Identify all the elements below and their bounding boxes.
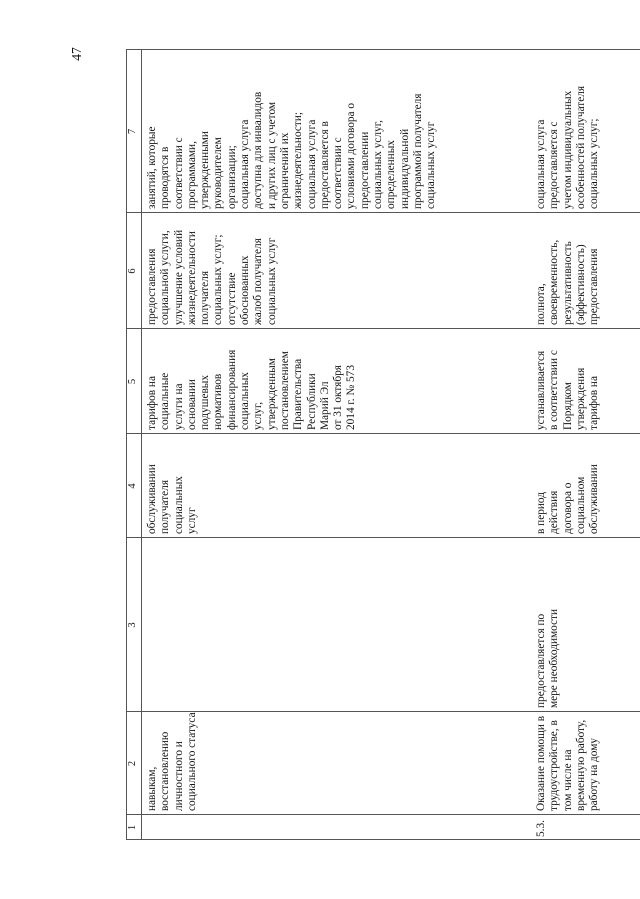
cell-line: доступна для инвалидов <box>252 91 265 209</box>
column-line <box>126 433 640 434</box>
cell-line: получателя <box>159 479 172 534</box>
cell-line: навыкам, <box>146 766 158 811</box>
cell-line: программами, <box>185 141 198 209</box>
cell-line: Оказание помощи в <box>535 715 547 811</box>
cell-line: социального статуса <box>185 712 198 811</box>
cell-line: социальном <box>574 476 587 534</box>
cell-line: услуги на <box>172 383 185 430</box>
table-cell <box>535 333 601 430</box>
cell-line: социальная услуга <box>535 119 547 209</box>
cell-line: предоставлении <box>358 131 371 209</box>
table-cell <box>146 712 199 811</box>
header-col-1: 1 <box>127 824 138 831</box>
cell-line: предоставляется по <box>535 613 547 708</box>
cell-line: жизнедеятельности; <box>292 111 305 209</box>
header-col-4: 4 <box>127 483 138 489</box>
cell-line: социальных услуг, <box>372 120 385 209</box>
cell-line: соответствии с <box>332 137 345 209</box>
cell-line: 2014 г. № 573 <box>345 365 358 430</box>
table-cell <box>535 716 601 811</box>
cell-line: от 31 октября <box>332 365 345 430</box>
cell-line: восстановлению <box>159 731 172 811</box>
cell-line: занятий, которые <box>146 126 158 209</box>
cell-line: работу на дому <box>588 737 601 811</box>
table-cell <box>146 217 279 325</box>
cell-line: жалоб получателя <box>252 238 265 325</box>
column-line <box>126 328 640 329</box>
cell-line: программой получателя <box>411 93 424 209</box>
table-cell <box>146 438 199 534</box>
row-number: 5.3. <box>535 820 547 837</box>
cell-line: утвержденным <box>265 358 278 430</box>
rotated-table <box>126 50 640 840</box>
cell-line: договора о <box>561 482 574 534</box>
header-col-5: 5 <box>127 378 138 385</box>
cell-line: отсутствие <box>225 272 238 325</box>
cell-line: социальная услуга <box>305 119 318 209</box>
cell-line: утверждения <box>574 367 587 430</box>
cell-line: соответствии с <box>172 137 185 209</box>
column-line <box>126 839 640 840</box>
column-line <box>126 711 640 712</box>
cell-line: ограничений их <box>278 132 291 209</box>
cell-line: том числе на <box>561 749 574 811</box>
cell-line: руководителем <box>212 137 225 209</box>
cell-line: условиями договора о <box>345 103 358 209</box>
cell-line: организации; <box>225 145 238 209</box>
cell-line: учетом индивидуальных <box>561 90 574 209</box>
cell-line: социальных <box>239 372 252 430</box>
cell-line: результативность <box>561 241 574 325</box>
cell-line: предоставления <box>588 248 601 325</box>
header-col-6: 6 <box>127 268 138 274</box>
cell-line: социальные <box>159 372 172 430</box>
header-col-7: 7 <box>127 128 138 135</box>
cell-line: социальных услуг; <box>212 234 225 325</box>
cell-line: (эффективность) <box>574 244 587 325</box>
cell-line: социальная услуга <box>239 119 252 209</box>
cell-line: Республики <box>305 373 318 430</box>
cell-line: полнота, <box>535 283 547 325</box>
column-line <box>126 537 640 538</box>
cell-line: в соответствии с <box>548 350 561 430</box>
cell-line: финансирования <box>225 349 238 430</box>
cell-line: трудоустройстве, в <box>548 720 561 811</box>
cell-line: социальных <box>172 476 185 534</box>
cell-line: предоставляется в <box>318 121 331 209</box>
cell-line: действия <box>548 490 561 534</box>
cell-line: и других лиц с учетом <box>265 101 278 209</box>
column-line <box>126 49 640 50</box>
cell-line: утвержденными <box>199 131 212 209</box>
cell-line: получателя <box>199 270 212 325</box>
cell-line: в период <box>535 492 547 534</box>
table-cell <box>146 333 359 430</box>
cell-line: личностного и <box>172 741 185 811</box>
cell-line: обслуживании <box>146 464 158 534</box>
table-cell <box>535 217 601 325</box>
cell-line: тарифов на <box>146 376 158 430</box>
cell-line: основании <box>185 379 198 430</box>
cell-line: мере необходимости <box>548 608 561 708</box>
cell-line: индивидуальной <box>398 128 411 209</box>
cell-line: социальных услуг; <box>588 118 601 209</box>
cell-line: своевременность, <box>548 239 561 325</box>
cell-line: подушевых <box>199 374 212 430</box>
cell-line: нормативов <box>212 373 225 430</box>
page-number: 47 <box>69 47 84 61</box>
table-cell <box>535 54 601 209</box>
cell-line: Порядком <box>561 382 574 430</box>
cell-line: особенностей получателя <box>574 85 587 209</box>
cell-line: постановлением <box>278 351 291 430</box>
cell-line: проводятся в <box>159 146 172 209</box>
cell-line: временную работу, <box>574 719 587 811</box>
column-line <box>126 212 640 213</box>
cell-line: устанавливается <box>535 350 547 430</box>
table-cell <box>535 438 601 534</box>
cell-line: улучшение условий <box>172 229 185 325</box>
cell-line: социальных услуг <box>265 237 278 325</box>
table-cell <box>535 542 562 708</box>
cell-line: Марий Эл <box>318 381 331 430</box>
cell-line: обслуживании <box>588 464 601 534</box>
column-line <box>126 814 640 815</box>
cell-line: предоставления <box>146 248 158 325</box>
header-col-2: 2 <box>127 760 138 767</box>
header-col-3: 3 <box>127 622 138 628</box>
cell-line: определенных <box>385 140 398 209</box>
cell-line: услуг, <box>252 401 265 430</box>
table-cell <box>146 54 439 209</box>
cell-line: предоставляется с <box>548 121 561 209</box>
cell-line: тарифов на <box>588 376 601 430</box>
cell-line: жизнедеятельности <box>185 231 198 325</box>
cell-line: услуг <box>185 507 198 534</box>
cell-line: Правительства <box>292 358 305 430</box>
cell-line: социальной услуги, <box>159 230 172 325</box>
cell-line: социальных услуг <box>425 121 438 209</box>
cell-line: обоснованных <box>239 255 252 325</box>
